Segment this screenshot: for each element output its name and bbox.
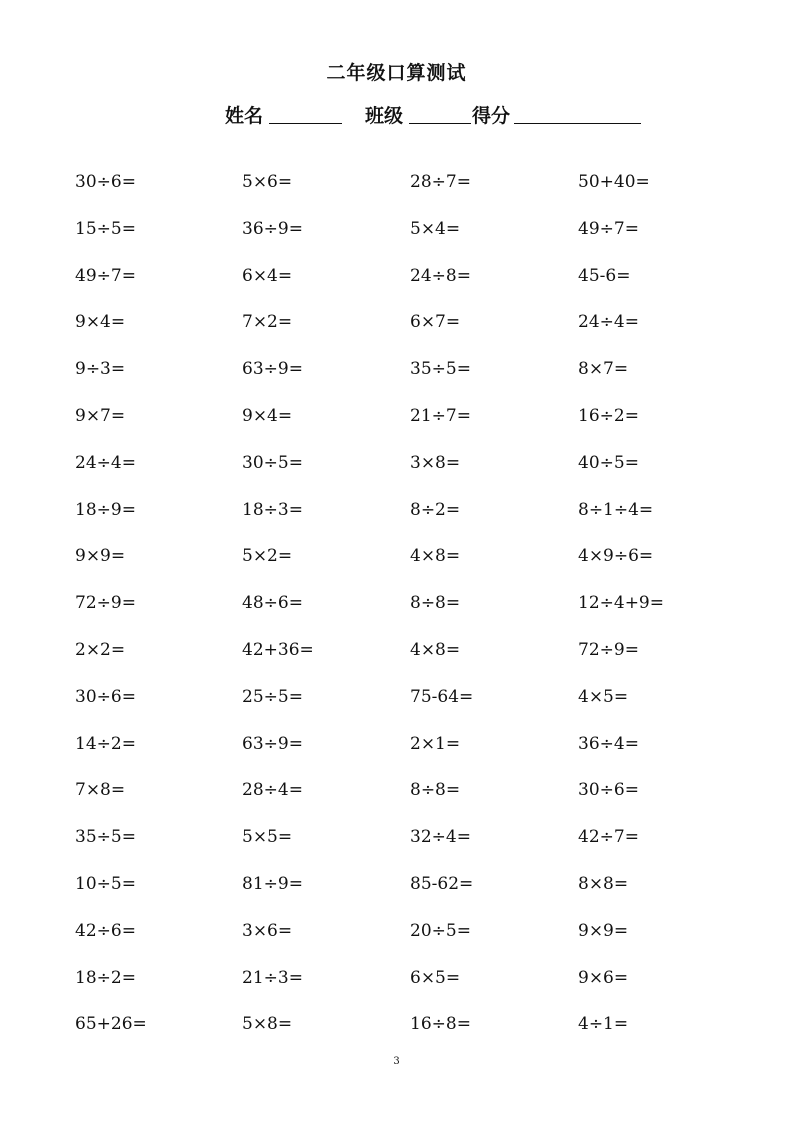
problem-item: 4÷1= xyxy=(578,1014,629,1035)
problem-item: 72÷9= xyxy=(578,639,639,660)
problem-item: 8÷8= xyxy=(410,593,461,614)
problem-item: 63÷9= xyxy=(242,733,303,754)
problem-item: 32÷4= xyxy=(410,827,471,848)
problem-item: 5×2= xyxy=(242,546,293,567)
problem-item: 9×4= xyxy=(242,405,293,426)
problem-item: 42+36= xyxy=(242,639,314,660)
problem-item: 18÷2= xyxy=(75,967,136,988)
problem-item: 9×4= xyxy=(75,312,126,333)
problem-item: 85-62= xyxy=(410,873,474,894)
problem-item: 2×1= xyxy=(410,733,461,754)
problem-row xyxy=(75,262,735,309)
problem-item: 48÷6= xyxy=(242,593,303,614)
problem-item: 65+26= xyxy=(75,1014,147,1035)
problem-row xyxy=(75,730,735,777)
problem-item: 45-6= xyxy=(578,265,631,286)
problem-item: 14÷2= xyxy=(75,733,136,754)
problem-row xyxy=(75,168,735,215)
problem-item: 4×8= xyxy=(410,639,461,660)
problem-item: 16÷8= xyxy=(410,1014,471,1035)
problem-row xyxy=(75,308,735,355)
problem-item: 6×5= xyxy=(410,967,461,988)
problem-item: 9×9= xyxy=(75,546,126,567)
problem-item: 3×8= xyxy=(410,452,461,473)
problem-row xyxy=(75,402,735,449)
problem-item: 72÷9= xyxy=(75,593,136,614)
problem-item: 9×7= xyxy=(75,405,126,426)
problem-row xyxy=(75,917,735,964)
problem-item: 12÷4+9= xyxy=(578,593,664,614)
problem-item: 18÷3= xyxy=(242,499,303,520)
problem-row xyxy=(75,215,735,262)
problem-item: 28÷7= xyxy=(410,172,471,192)
problem-item: 24÷4= xyxy=(578,312,639,333)
problem-item: 18÷9= xyxy=(75,499,136,520)
problem-item: 30÷6= xyxy=(75,172,136,192)
problem-item: 5×8= xyxy=(242,1014,293,1035)
problem-row xyxy=(75,870,735,917)
problem-item: 35÷5= xyxy=(410,359,471,380)
problem-item: 8÷8= xyxy=(410,780,461,801)
problem-item: 5×4= xyxy=(410,218,461,239)
problem-item: 2×2= xyxy=(75,639,126,660)
problem-item: 16÷2= xyxy=(578,405,639,426)
name-blank[interactable] xyxy=(269,123,342,124)
problem-item: 50+40= xyxy=(578,172,650,192)
problem-item: 6×4= xyxy=(242,265,293,286)
page-number: 3 xyxy=(393,1056,400,1067)
problem-item: 42÷7= xyxy=(578,827,639,848)
problem-item: 75-64= xyxy=(410,686,474,707)
problem-item: 8×8= xyxy=(578,873,629,894)
problem-row xyxy=(75,683,735,730)
problem-row xyxy=(75,542,735,589)
problem-item: 9×9= xyxy=(578,920,629,941)
problem-item: 6×7= xyxy=(410,312,461,333)
class-label: 班级 xyxy=(365,105,404,127)
page-title: 二年级口算测试 xyxy=(326,62,467,84)
score-blank[interactable] xyxy=(514,123,641,124)
problem-row xyxy=(75,964,735,1011)
problem-row xyxy=(75,449,735,496)
problem-item: 4×9÷6= xyxy=(578,546,654,567)
problem-item: 7×2= xyxy=(242,312,293,333)
problem-item: 30÷5= xyxy=(242,452,303,473)
problem-item: 49÷7= xyxy=(75,265,136,286)
problem-item: 63÷9= xyxy=(242,359,303,380)
class-blank[interactable] xyxy=(409,123,471,124)
problem-item: 5×6= xyxy=(242,172,293,192)
problem-row xyxy=(75,589,735,636)
problem-item: 28÷4= xyxy=(242,780,303,801)
problem-item: 4×5= xyxy=(578,686,629,707)
problem-item: 5×5= xyxy=(242,827,293,848)
problem-row xyxy=(75,355,735,402)
problem-item: 9×6= xyxy=(578,967,629,988)
problem-row xyxy=(75,1010,735,1057)
problem-item: 7×8= xyxy=(75,780,126,801)
problem-row xyxy=(75,636,735,683)
problem-item: 20÷5= xyxy=(410,920,471,941)
problem-item: 36÷9= xyxy=(242,218,303,239)
problem-grid xyxy=(75,168,735,1057)
problem-item: 15÷5= xyxy=(75,218,136,239)
problem-item: 49÷7= xyxy=(578,218,639,239)
problem-item: 8÷1÷4= xyxy=(578,499,654,520)
problem-item: 10÷5= xyxy=(75,873,136,894)
problem-item: 35÷5= xyxy=(75,827,136,848)
problem-row xyxy=(75,776,735,823)
score-label: 得分 xyxy=(472,105,511,127)
problem-item: 4×8= xyxy=(410,546,461,567)
problem-item: 3×6= xyxy=(242,920,293,941)
problem-item: 30÷6= xyxy=(75,686,136,707)
problem-item: 42÷6= xyxy=(75,920,136,941)
problem-item: 30÷6= xyxy=(578,780,639,801)
problem-item: 24÷4= xyxy=(75,452,136,473)
problem-item: 21÷3= xyxy=(242,967,303,988)
problem-item: 8×7= xyxy=(578,359,629,380)
problem-row xyxy=(75,823,735,870)
problem-row xyxy=(75,496,735,543)
problem-item: 36÷4= xyxy=(578,733,639,754)
problem-item: 8÷2= xyxy=(410,499,461,520)
problem-item: 21÷7= xyxy=(410,405,471,426)
name-label: 姓名 xyxy=(225,105,264,127)
problem-item: 9÷3= xyxy=(75,359,126,380)
problem-item: 81÷9= xyxy=(242,873,303,894)
problem-item: 24÷8= xyxy=(410,265,471,286)
problem-item: 40÷5= xyxy=(578,452,639,473)
problem-item: 25÷5= xyxy=(242,686,303,707)
